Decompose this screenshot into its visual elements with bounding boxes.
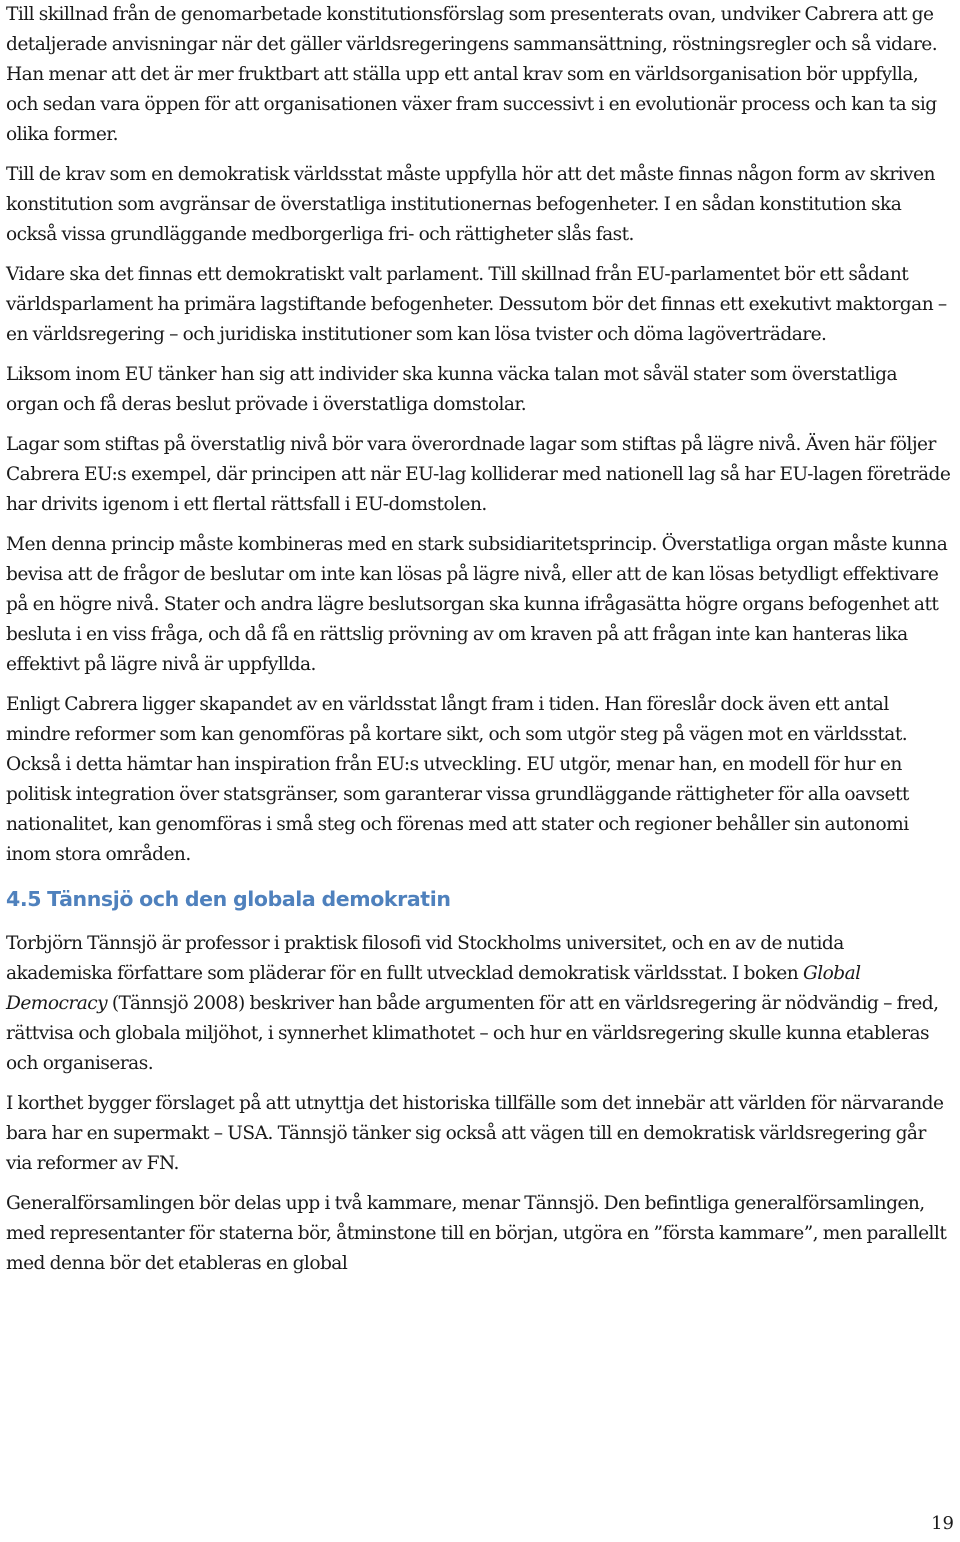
section-heading bbox=[6, 884, 954, 914]
body-text bbox=[6, 0, 954, 1289]
book-title: Global Democracy bbox=[6, 963, 861, 1014]
section-number: 4.5 bbox=[6, 887, 42, 911]
intro-text-end: (Tännsjö 2008) beskriver han både argumenten för att en världsregering är nödvändig – fred, rättvisa och globala miljöhot, i synnerhet klimathotet – och hur en världsregering skulle kunna etableras och organiseras. bbox=[6, 993, 939, 1074]
paragraph: Till de krav som en demokratisk världsstat måste uppfylla hör att det måste finnas någon form av skriven konstitution som avgränsar de överstatliga institutionernas befogenheter. I en sådan konstitution ska också vissa grundläggande medborgerliga fri- och rättigheter slås fast. bbox=[6, 164, 935, 245]
paragraph: Enligt Cabrera ligger skapandet av en världsstat långt fram i tiden. Han föreslår dock även ett antal mindre reformer som kan genomföras på kortare sikt, och som utgör steg på vägen mot en världsstat. Också i detta hämtar han inspiration från EU:s utveckling. EU utgör, menar han, en modell för hur en politisk integration över statsgränser, som garanterar vissa grundläggande rättigheter för alla oavsett nationalitet, kan genomföras i små steg och förenas med att stater och regioner behåller sin autonomi inom stora områden. bbox=[6, 694, 909, 865]
page-number: 19 bbox=[931, 1513, 954, 1534]
intro-text-start: Torbjörn Tännsjö är professor i praktisk filosofi vid Stockholms universitet, och en av de nutida akademiska författare som pläderar för en fullt utvecklad demokratisk världsstat. I boken bbox=[6, 933, 844, 984]
paragraph bbox=[6, 929, 954, 1079]
paragraph: Generalförsamlingen bör delas upp i två kammare, menar Tännsjö. Den befintliga generalförsamlingen, med representanter för staterna bör, åtminstone till en början, utgöra en ”första kammare”, men parallellt med denna bör det etableras en global bbox=[6, 1193, 947, 1274]
paragraph: I korthet bygger förslaget på att utnyttja det historiska tillfälle som det innebär att världen för närvarande bara har en supermakt – USA. Tännsjö tänker sig också att vägen till en demokratisk världsregering går via reformer av FN. bbox=[6, 1093, 944, 1174]
paragraph: Men denna princip måste kombineras med en stark subsidiaritetsprincip. Överstatliga organ måste kunna bevisa att de frågor de beslutar om inte kan lösas på lägre nivå, eller att de kan lösas betydligt effektivare på en högre nivå. Stater och andra lägre beslutsorgan ska kunna ifrågasätta högre organs befogenhet att besluta i en viss fråga, och då få en rättslig prövning av om kraven på att frågan inte kan hanteras lika effektivt på lägre nivå är uppfyllda. bbox=[6, 534, 948, 675]
paragraph: Liksom inom EU tänker han sig att individer ska kunna väcka talan mot såväl stater som överstatliga organ och få deras beslut prövade i överstatliga domstolar. bbox=[6, 364, 898, 415]
section-title: Tännsjö och den globala demokratin bbox=[47, 887, 451, 911]
paragraph: Lagar som stiftas på överstatlig nivå bör vara överordnade lagar som stiftas på lägre nivå. Även här följer Cabrera EU:s exempel, där principen att när EU-lag kolliderar med nationell lag så har EU-lagen företräde har drivits igenom i ett flertal rättsfall i EU-domstolen. bbox=[6, 434, 951, 515]
paragraph: Till skillnad från de genomarbetade konstitutionsförslag som presenterats ovan, undviker Cabrera att ge detaljerade anvisningar när det gäller världsregeringens sammansättning, röstningsregler och så vidare. Han menar att det är mer fruktbart att ställa upp ett antal krav som en världsorganisation bör uppfylla, och sedan vara öppen för att organisationen växer fram successivt i en evolutionär process och kan ta sig olika former. bbox=[6, 4, 938, 145]
paragraph: Vidare ska det finnas ett demokratiskt valt parlament. Till skillnad från EU-parlamentet bör ett sådant världsparlament ha primära lagstiftande befogenheter. Dessutom bör det finnas ett exekutivt maktorgan – en världsregering – och juridiska institutioner som kan lösa tvister och döma lagöverträdare. bbox=[6, 264, 947, 345]
